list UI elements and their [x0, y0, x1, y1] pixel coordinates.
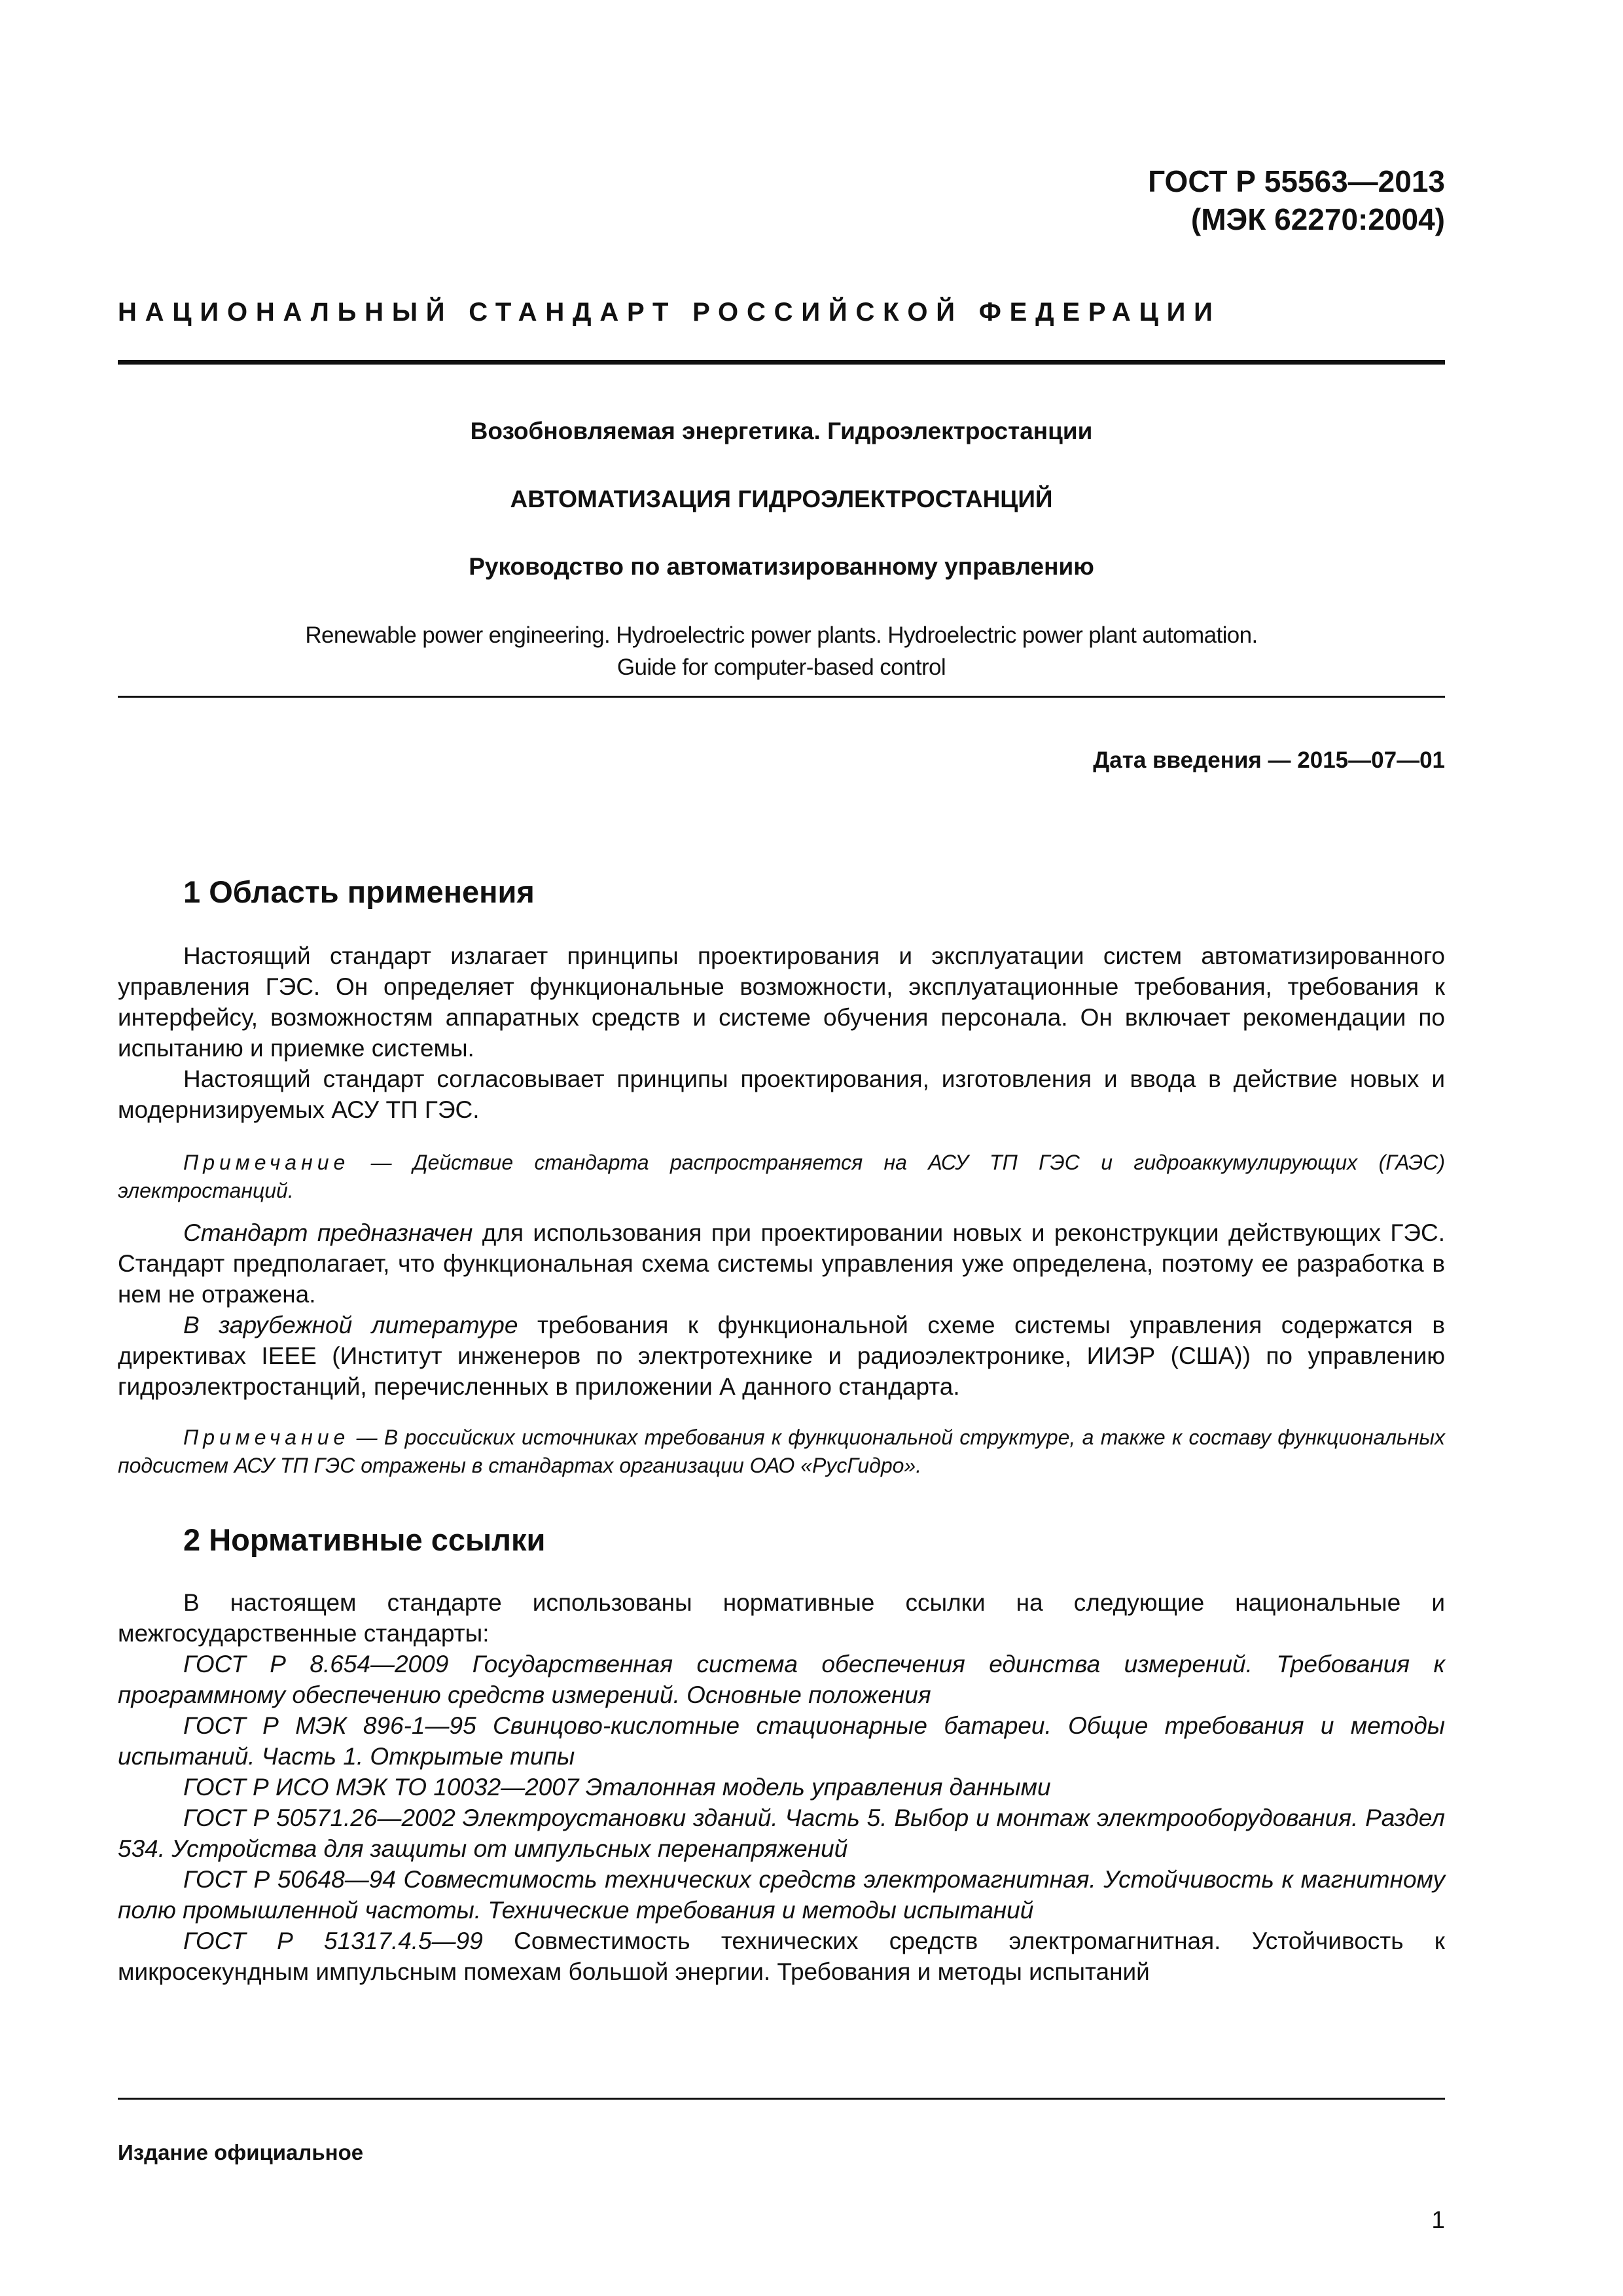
- title-line1: Возобновляемая энергетика. Гидроэлектростанции: [470, 418, 1093, 444]
- reference-item: ГОСТ Р 51317.4.5—99 Совместимость технических средств электромагнитная. Устойчивость к микросекундным импульсным помехам большой энергии. Требования и методы испытаний: [118, 1928, 1445, 1985]
- section-1-paragraph-3: Стандарт предназначен для использования при проектировании новых и реконструкции действующих ГЭС. Стандарт предполагает, что функциональная схема системы управления уже определена, поэтому ее разработка в нем не отражена.: [118, 1219, 1446, 1308]
- standard-number: [785, 162, 1445, 238]
- title-line2: АВТОМАТИЗАЦИЯ ГИДРОЭЛЕКТРОСТАНЦИЙ: [510, 486, 1053, 512]
- reference-item: ГОСТ Р МЭК 896-1—95 Свинцово-кислотные стационарные батареи. Общие требования и методы испытаний. Часть 1. Открытые типы: [118, 1712, 1445, 1770]
- english-title: [118, 619, 1445, 683]
- english-title-line1: Renewable power engineering. Hydroelectric power plants. Hydroelectric power plant automation.: [305, 622, 1258, 648]
- note-2-text: — В российских источниках требования к функциональной структуре, а также к составу функциональных подсистем АСУ ТП ГЭС отражены в стандартах организации ОАО «РусГидро».: [118, 1426, 1445, 1477]
- note-1-label: Примечание: [183, 1151, 350, 1174]
- note-1-text: — Действие стандарта распространяется на АСУ ТП ГЭС и гидроаккумулирующих (ГАЭС) электростанций.: [118, 1151, 1445, 1202]
- official-edition-label: Издание официальное: [118, 2140, 364, 2164]
- section-1-paragraph-2: Настоящий стандарт согласовывает принципы проектирования, изготовления и ввода в действие новых и модернизируемых АСУ ТП ГЭС.: [118, 1066, 1445, 1123]
- english-title-line2: Guide for computer-based control: [616, 655, 946, 680]
- national-standard-banner: НАЦИОНАЛЬНЫЙ СТАНДАРТ РОССИЙСКОЙ ФЕДЕРАЦИИ: [118, 298, 1221, 327]
- section-1-paragraph-4: В зарубежной литературе требования к функциональной схеме системы управления содержатся в директивах IEEE (Институт инженеров по электротехнике и радиоэлектронике, ИИЭР (США)) по управлению гидроэлектростанций, перечисленных в приложении А данного стандарта.: [118, 1312, 1445, 1400]
- section-2-intro: В настоящем стандарте использованы нормативные ссылки на следующие национальные и межгосударственные стандарты:: [118, 1589, 1445, 1647]
- footer-divider: [118, 2098, 1445, 2100]
- standard-number-line2: (МЭК 62270:2004): [1190, 202, 1445, 236]
- standard-number-line1: ГОСТ Р 55563—2013: [1148, 164, 1445, 198]
- introduction-date: Дата введения — 2015—07—01: [1093, 747, 1445, 773]
- reference-item: ГОСТ Р 50571.26—2002 Электроустановки зданий. Часть 5. Выбор и монтаж электрооборудования. Раздел 534. Устройства для защиты от импульсных перенапряжений: [118, 1804, 1445, 1862]
- page-number: 1: [1431, 2206, 1445, 2233]
- normative-references: [118, 1587, 1445, 1987]
- reference-item: ГОСТ Р ИСО МЭК ТО 10032—2007 Эталонная модель управления данными: [183, 1774, 1051, 1801]
- section-1-text-continued: [118, 1217, 1445, 1402]
- reference-item: ГОСТ Р 8.654—2009 Государственная система обеспечения единства измерений. Требования к программному обеспечению средств измерений. Основные положения: [118, 1651, 1445, 1708]
- title-divider: [118, 696, 1445, 698]
- section-1-text: [118, 941, 1445, 1125]
- header-divider: [118, 360, 1445, 365]
- note-2: [118, 1424, 1445, 1480]
- reference-item: ГОСТ Р 50648—94 Совместимость технических средств электромагнитная. Устойчивость к магнитному полю промышленной частоты. Технические требования и методы испытаний: [118, 1866, 1445, 1924]
- section-2-heading: 2 Нормативные ссылки: [183, 1522, 546, 1557]
- section-1-heading: 1 Область применения: [183, 874, 535, 909]
- note-1: [118, 1149, 1445, 1205]
- note-2-label: Примечание: [183, 1426, 350, 1449]
- title-line3: Руководство по автоматизированному управлению: [469, 553, 1094, 580]
- section-1-paragraph-1: Настоящий стандарт излагает принципы проектирования и эксплуатации систем автоматизированного управления ГЭС. Он определяет функциональные возможности, эксплуатационные требования, требования к интерфейсу, возможностям аппаратных средств и системе обучения персонала. Он включает рекомендации по испытанию и приемке системы.: [118, 942, 1445, 1062]
